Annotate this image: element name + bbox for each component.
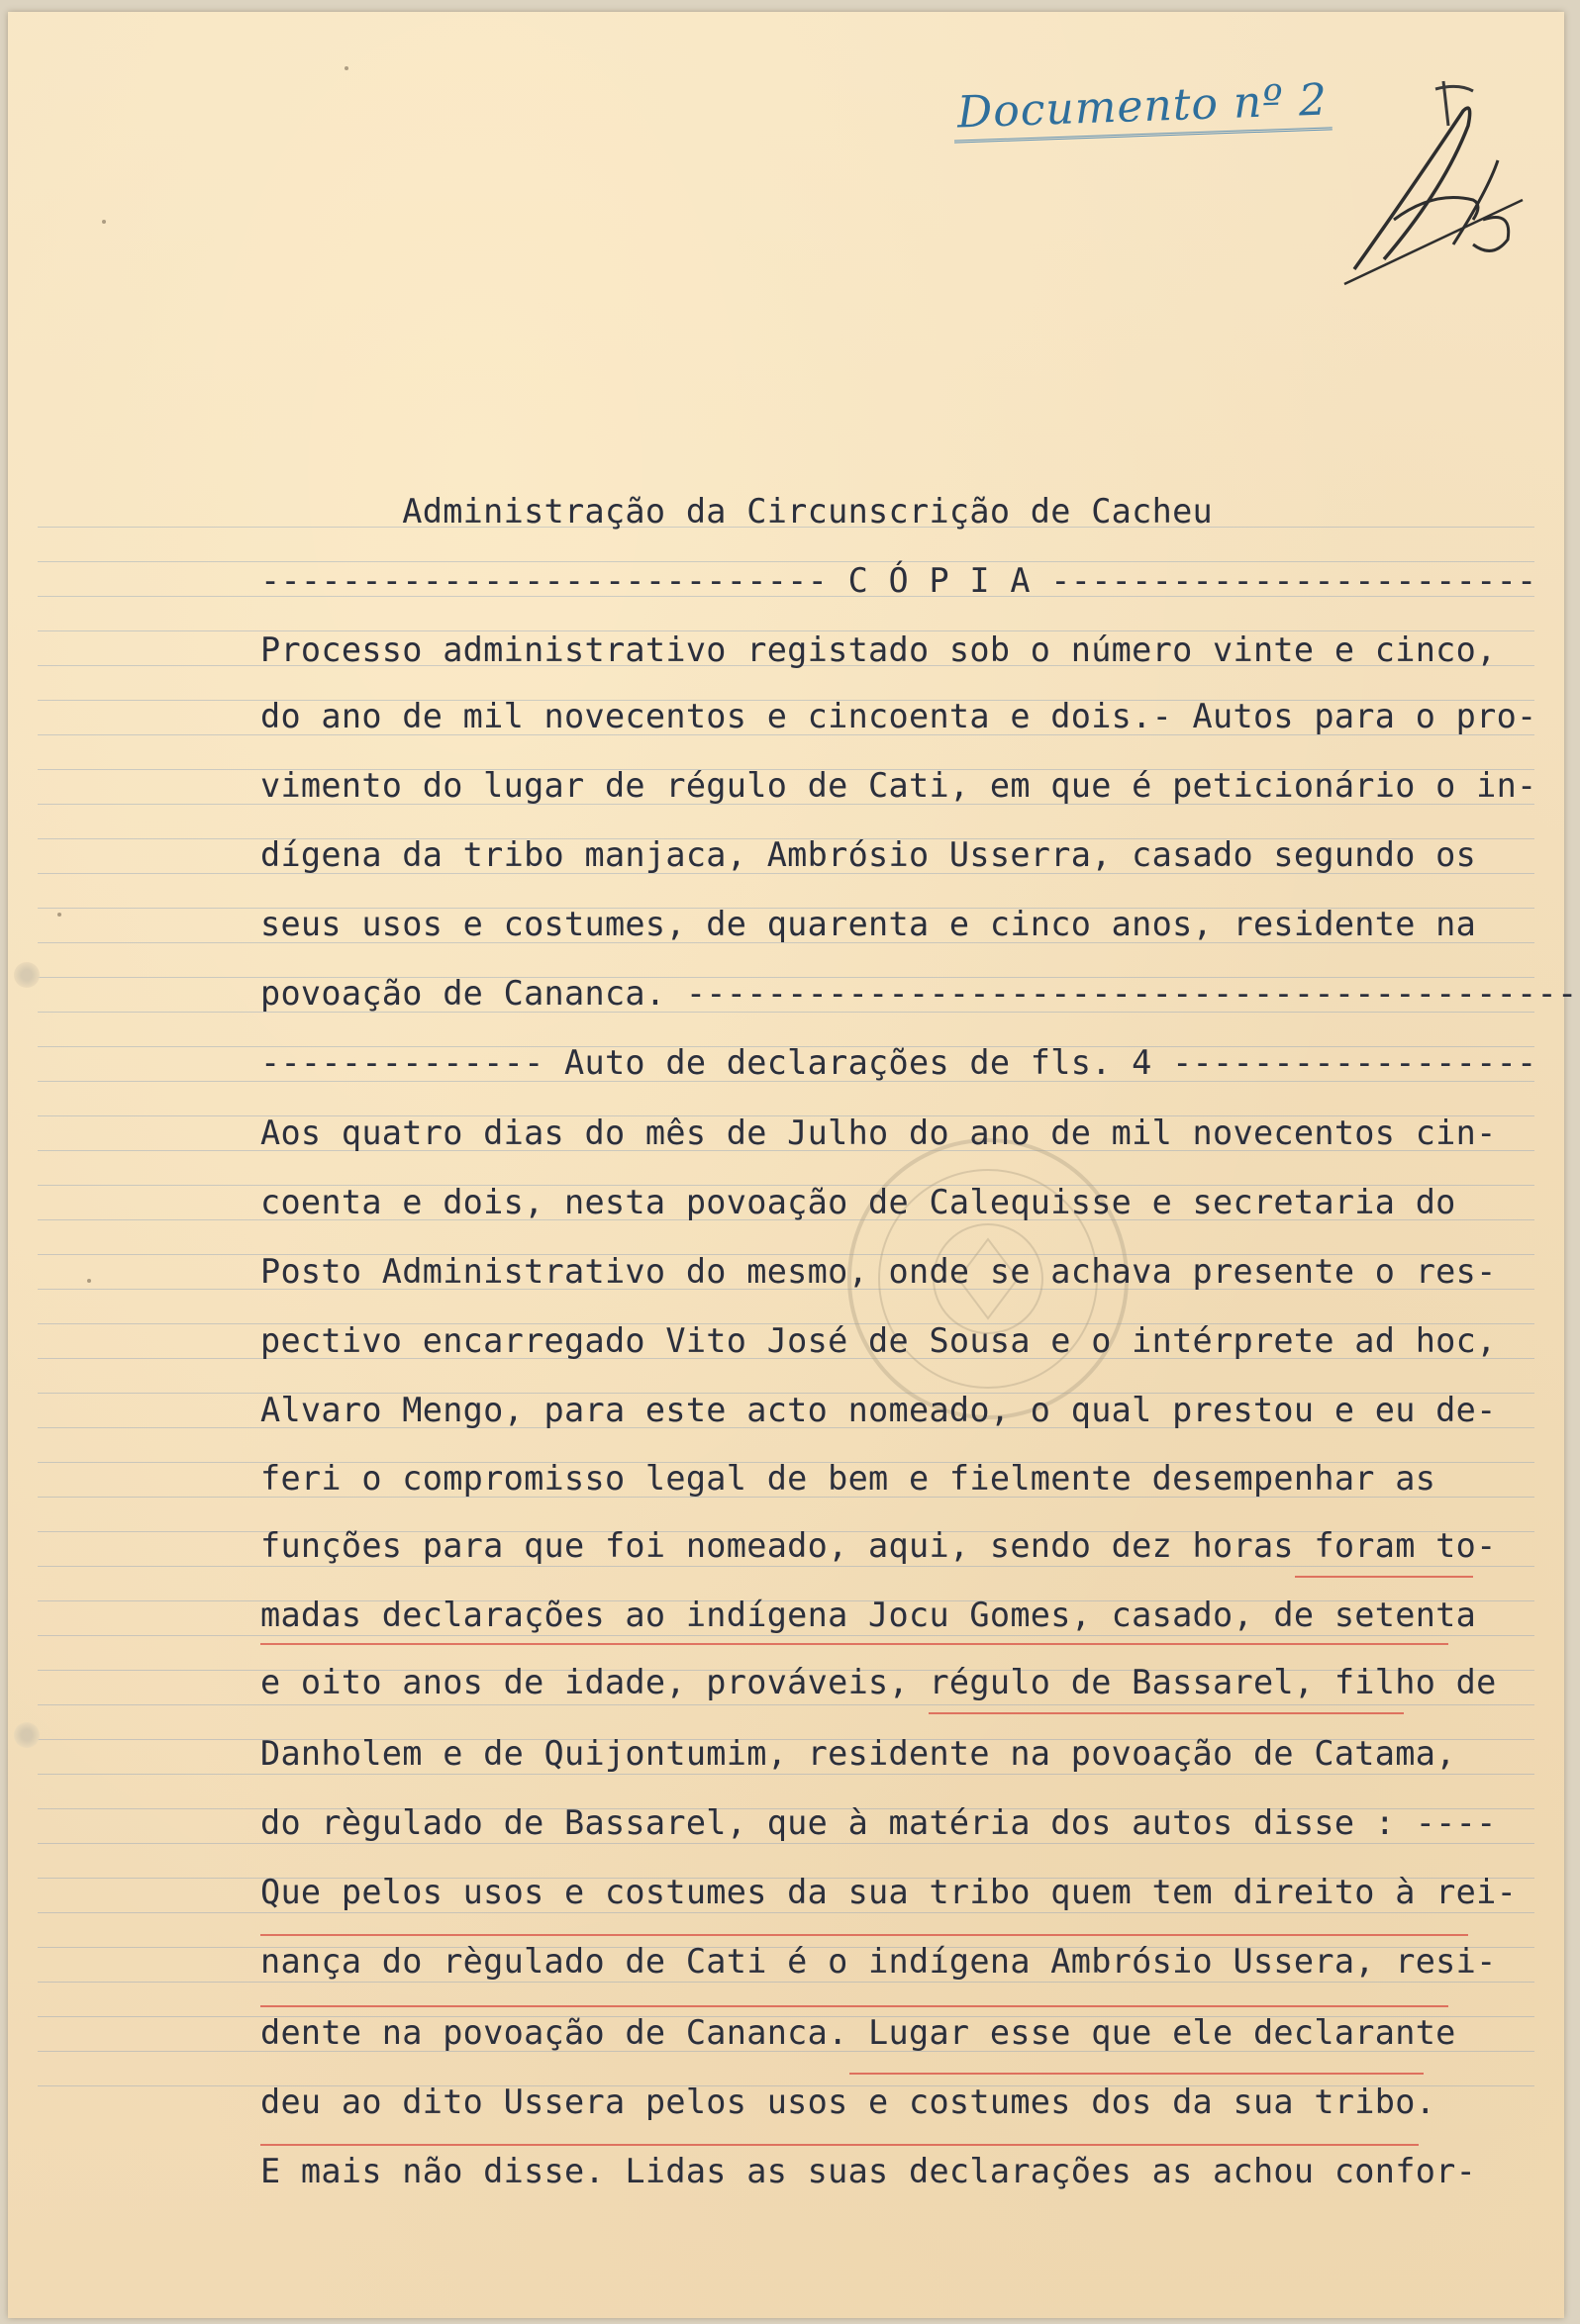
red-underline	[929, 1712, 1404, 1714]
ruling-line	[38, 1704, 1534, 1705]
text-line: madas declarações ao indígena Jocu Gomes, casado, de setenta	[260, 1596, 1477, 1634]
text-line: nança do règulado de Cati é o indígena Ambrósio Ussera, resi-	[260, 1942, 1497, 1981]
text-line: Aos quatro dias do mês de Julho do ano de mil novecentos cin-	[260, 1114, 1497, 1152]
text-line: Posto Administrativo do mesmo, onde se achava presente o res-	[260, 1252, 1497, 1291]
text-line: vimento do lugar de régulo de Cati, em que é peticionário o in-	[260, 766, 1537, 805]
ruling-line	[38, 1635, 1534, 1636]
text-line: Danholem e de Quijontumim, residente na povoação de Catama,	[260, 1734, 1456, 1773]
paper-speck	[87, 1279, 91, 1283]
text-line: ---------------------------- C Ó P I A ------------------------	[260, 561, 1537, 600]
red-underline	[260, 1643, 1448, 1645]
handwritten-annotation: Documento nº 2	[952, 74, 1333, 143]
paper-speck	[102, 220, 106, 224]
ruling-line	[38, 1843, 1534, 1844]
text-line: povoação de Cananca. --------------------------------------------	[260, 974, 1578, 1013]
red-underline	[260, 2005, 1448, 2007]
paper-speck	[345, 66, 348, 70]
text-line: -------------- Auto de declarações de fls. 4 ------------------	[260, 1043, 1537, 1082]
text-line: Que pelos usos e costumes da sua tribo quem tem direito à rei-	[260, 1873, 1518, 1911]
text-line: pectivo encarregado Vito José de Sousa e o intérprete ad hoc,	[260, 1321, 1497, 1360]
text-line: seus usos e costumes, de quarenta e cinco anos, residente na	[260, 905, 1477, 943]
text-line: Administração da Circunscrição de Cacheu	[260, 492, 1214, 531]
document-page	[8, 12, 1578, 2318]
text-line: do règulado de Bassarel, que à matéria dos autos disse : ----	[260, 1803, 1497, 1842]
text-line: do ano de mil novecentos e cincoenta e dois.- Autos para o pro-	[260, 697, 1537, 735]
text-line: dente na povoação de Cananca. Lugar esse que ele declarante	[260, 2013, 1456, 2052]
text-line: funções para que foi nomeado, aqui, sendo dez horas foram to-	[260, 1526, 1497, 1565]
signature-mark	[1325, 71, 1532, 289]
red-underline	[1295, 1576, 1473, 1578]
text-line: feri o compromisso legal de bem e fielmente desempenhar as	[260, 1459, 1436, 1498]
text-line: e oito anos de idade, prováveis, régulo de Bassarel, filho de	[260, 1663, 1497, 1701]
text-line: Alvaro Mengo, para este acto nomeado, o qual prestou e eu de-	[260, 1391, 1497, 1429]
red-underline	[260, 1934, 1468, 1936]
ruling-line	[38, 1774, 1534, 1775]
red-underline	[849, 2073, 1424, 2075]
punch-hole	[14, 962, 40, 988]
ruling-line	[38, 1912, 1534, 1913]
text-line: coenta e dois, nesta povoação de Calequisse e secretaria do	[260, 1183, 1456, 1221]
ruling-line	[38, 1982, 1534, 1983]
text-line: E mais não disse. Lidas as suas declarações as achou confor-	[260, 2152, 1477, 2190]
text-line: dígena da tribo manjaca, Ambrósio Usserra, casado segundo os	[260, 835, 1477, 874]
paper-speck	[57, 913, 61, 917]
text-line: deu ao dito Ussera pelos usos e costumes dos da sua tribo.	[260, 2082, 1436, 2121]
ruling-line	[38, 1566, 1534, 1567]
red-underline	[260, 2144, 1419, 2146]
punch-hole	[14, 1722, 40, 1748]
text-line: Processo administrativo registado sob o número vinte e cinco,	[260, 630, 1497, 669]
